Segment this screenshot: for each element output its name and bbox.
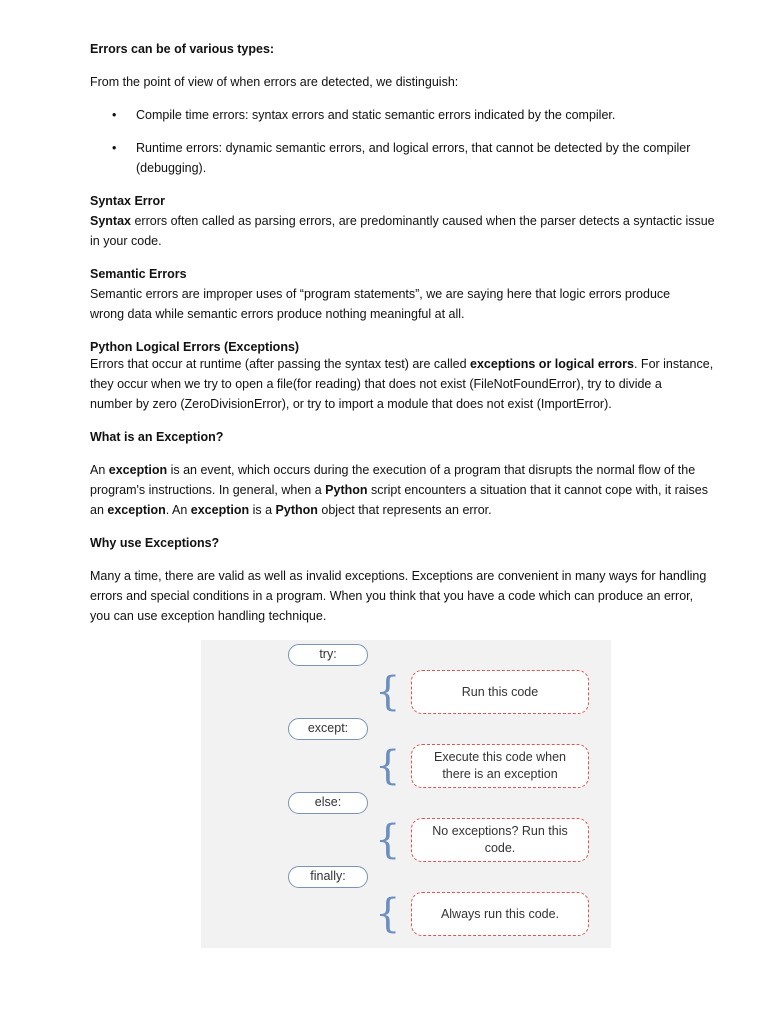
- keyword-except: except:: [288, 718, 368, 740]
- why-paragraph-line-1: Many a time, there are valid as well as invalid exceptions. Exceptions are convenient in many ways for handling: [90, 569, 707, 583]
- bullet-item-runtime-cont: (debugging).: [136, 161, 207, 175]
- logical-paragraph-line-2: they occur when we try to open a file(for reading) that does not exist (FileNotFoundError), try to divide a: [90, 377, 662, 391]
- what-paragraph-line-2: program's instructions. In general, when a Python script encounters a situation that it cannot cope with, it raises: [90, 483, 708, 497]
- section-title-why: Why use Exceptions?: [90, 536, 220, 550]
- keyword-else: else:: [288, 792, 368, 814]
- what-paragraph-line-1: An exception is an event, which occurs during the execution of a program that disrupts the normal flow of the: [90, 463, 696, 477]
- intro-paragraph: From the point of view of when errors are detected, we distinguish:: [90, 75, 459, 89]
- block-try-description: Run this code: [411, 670, 589, 714]
- semantic-paragraph-line-2: wrong data while semantic errors produce nothing meaningful at all.: [90, 307, 465, 321]
- section-title-syntax: Syntax Error: [90, 194, 166, 208]
- logical-paragraph-line-3: number by zero (ZeroDivisionError), or try to import a module that does not exist (ImportError).: [90, 397, 612, 411]
- block-except-description: Execute this code when there is an exception: [411, 744, 589, 788]
- block-else-description: No exceptions? Run this code.: [411, 818, 589, 862]
- why-paragraph-line-3: you can use exception handling technique.: [90, 609, 327, 623]
- block-finally-description: Always run this code.: [411, 892, 589, 936]
- bullet-marker: •: [112, 141, 117, 155]
- bullet-marker: •: [112, 108, 117, 122]
- exception-handling-diagram: [201, 640, 611, 948]
- why-paragraph-line-2: errors and special conditions in a program. When you think that you have a code which can produce an error,: [90, 589, 694, 603]
- brace-icon: {: [375, 743, 401, 789]
- bullet-item-compile-time: Compile time errors: syntax errors and static semantic errors indicated by the compiler.: [136, 108, 616, 122]
- syntax-paragraph-line-1: Syntax errors often called as parsing errors, are predominantly caused when the parser detects a syntactic issue: [90, 214, 715, 228]
- section-title-what: What is an Exception?: [90, 430, 224, 444]
- brace-icon: {: [375, 891, 401, 937]
- syntax-paragraph-line-2: in your code.: [90, 234, 162, 248]
- bullet-item-runtime: Runtime errors: dynamic semantic errors, and logical errors, that cannot be detected by the compiler: [136, 141, 691, 155]
- keyword-try: try:: [288, 644, 368, 666]
- page-heading: Errors can be of various types:: [90, 42, 275, 56]
- semantic-paragraph-line-1: Semantic errors are improper uses of “program statements”, we are saying here that logic errors produce: [90, 287, 671, 301]
- brace-icon: {: [375, 817, 401, 863]
- brace-icon: {: [375, 669, 401, 715]
- what-paragraph-line-3: an exception. An exception is a Python object that represents an error.: [90, 503, 492, 517]
- section-title-logical: Python Logical Errors (Exceptions): [90, 340, 300, 354]
- section-title-semantic: Semantic Errors: [90, 267, 187, 281]
- keyword-finally: finally:: [288, 866, 368, 888]
- logical-paragraph-line-1: Errors that occur at runtime (after passing the syntax test) are called exceptions or logical errors. For instance,: [90, 357, 714, 371]
